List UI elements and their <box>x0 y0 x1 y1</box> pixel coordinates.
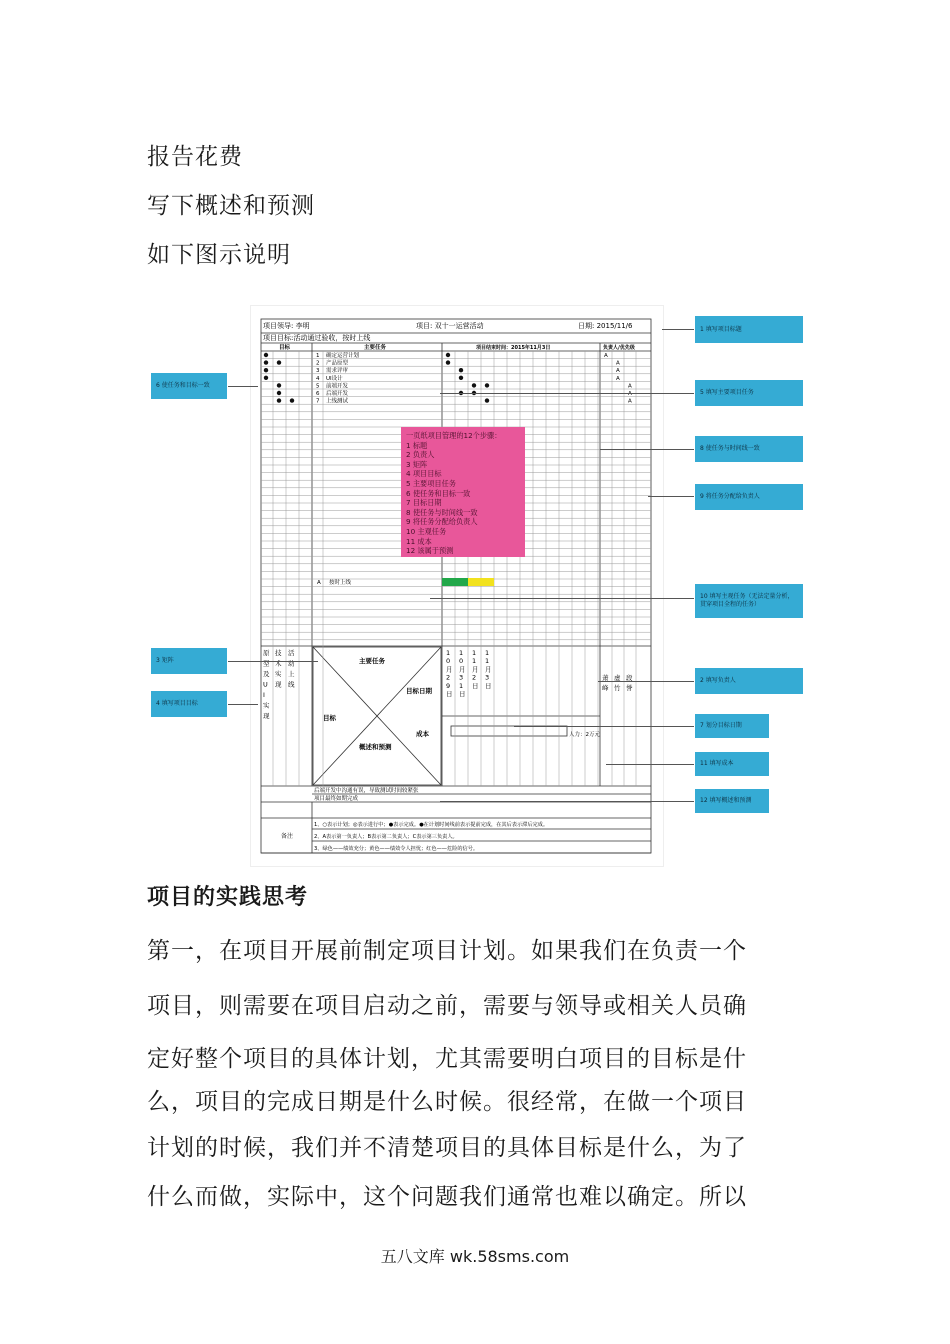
quad-tasks: 主要任务 <box>359 657 385 665</box>
owner-name: 竹 <box>614 684 621 692</box>
timeline-dot <box>446 353 450 357</box>
owner-name: 峰 <box>602 684 609 692</box>
target-date: 1 <box>459 681 464 690</box>
target-date: 月 <box>485 665 492 674</box>
paragraph-line-3: 定好整个项目的具体计划，尤其需要明白项目的目标是什 <box>147 1046 747 1072</box>
goal-text-3: 线 <box>288 680 295 689</box>
callout-arrow-12 <box>440 801 694 802</box>
goal-text-1: 原 <box>263 649 270 657</box>
callout-arrow-1 <box>662 329 694 330</box>
callout-arrow-2 <box>598 681 694 682</box>
target-date: 9 <box>446 681 451 690</box>
header-leader: 项目领导: 李明 <box>263 322 310 330</box>
timeline-dot <box>485 383 489 387</box>
goal-text-1: 实 <box>263 701 270 710</box>
callout-7: 7 划分目标日期 <box>695 714 769 738</box>
task-name: 产品原型 <box>326 360 349 367</box>
goal-text-1: U <box>263 680 268 689</box>
goal-text-2: 实 <box>275 670 282 678</box>
target-date: 1 <box>472 649 477 657</box>
notes-label: 备注 <box>281 833 294 840</box>
callout-arrow-3 <box>228 661 318 662</box>
target-date: 1 <box>472 657 477 666</box>
paragraph-line-4: 么，项目的完成日期是什么时候。很经常，在做一个项目 <box>147 1089 747 1115</box>
owner-name: 萧 <box>602 674 609 682</box>
subjective-label: 按时上线 <box>329 580 352 586</box>
target-date: 2 <box>446 673 451 682</box>
sticky-step: 12 该属于预测 <box>406 546 454 556</box>
col-tasks: 主要任务 <box>364 345 387 351</box>
task-name: 后端开发 <box>326 391 349 397</box>
sticky-step: 5 主要项目任务 <box>406 478 456 488</box>
target-date: 2 <box>472 673 477 682</box>
owner-name: 虚 <box>614 674 621 682</box>
task-number: 1 <box>316 353 320 359</box>
notes-line-2: 2、A表示第一负责人；B表示第二负责人；C表示第三负责人。 <box>314 834 458 840</box>
target-date: 月 <box>472 665 479 674</box>
goal-dot <box>264 360 268 364</box>
owner-mark: A <box>628 398 632 405</box>
goal-dot <box>264 376 268 380</box>
col-end: 项目结束时间：2015年11月3日 <box>476 345 551 351</box>
header-date: 日期: 2015/11/6 <box>578 322 633 330</box>
callout-arrow-4 <box>228 704 258 705</box>
owner-mark: A <box>616 360 620 367</box>
callout-arrow-9 <box>648 496 694 497</box>
goal-text-3: 动 <box>288 659 295 668</box>
callout-arrow-11 <box>606 764 694 765</box>
owner-mark: A <box>628 383 632 390</box>
goal-text-2: 术 <box>275 659 282 668</box>
goal-dot <box>277 383 281 387</box>
goal-dot <box>277 360 281 364</box>
goal-text-3: 活 <box>288 649 295 657</box>
callout-10: 10 填写主观任务（无法定量分析，贯穿项目全程的任务） <box>695 584 803 618</box>
sticky-title: 一页纸项目管理的12个步骤： <box>406 431 502 440</box>
target-date: 0 <box>459 657 464 666</box>
callout-9: 9 将任务分配给负责人 <box>695 484 803 510</box>
col-goal: 目标 <box>279 345 291 351</box>
intro-line-1: 报告花费 <box>147 144 243 170</box>
col-owner: 负责人/优先级 <box>603 345 635 351</box>
target-date: 日 <box>485 681 492 690</box>
task-number: 4 <box>316 375 320 382</box>
paragraph-line-6: 什么而做，实际中，这个问题我们通常也难以确定。所以 <box>147 1184 747 1210</box>
target-date: 1 <box>485 657 490 666</box>
callout-5: 5 填写主要项目任务 <box>695 380 803 406</box>
task-number: 7 <box>316 398 320 405</box>
status-yellow <box>468 578 494 586</box>
callout-4: 4 填写项目目标 <box>151 691 227 717</box>
callout-arrow-8 <box>600 449 694 450</box>
target-date: 1 <box>485 649 490 657</box>
quad-forecast: 概述和预测 <box>359 743 392 751</box>
goal-dot <box>290 398 294 402</box>
goal-text-2: 现 <box>275 680 282 689</box>
callout-6: 6 使任务和目标一致 <box>151 373 227 399</box>
subjective-mark: A <box>317 580 321 586</box>
status-green <box>442 578 468 586</box>
callout-12: 12 填写概述和预测 <box>695 789 769 813</box>
owner-mark: A <box>616 368 620 375</box>
intro-line-2: 写下概述和预测 <box>147 193 315 219</box>
callout-11: 11 填写成本 <box>695 752 769 776</box>
paragraph-line-1: 第一，在项目开展前制定项目计划。如果我们在负责一个 <box>147 938 747 964</box>
cost-value: 人力：2万元 <box>569 732 600 738</box>
callout-3: 3 矩阵 <box>151 648 227 674</box>
goal-text-3: 上 <box>288 670 295 678</box>
timeline-dot <box>485 398 489 402</box>
target-date: 日 <box>446 690 453 698</box>
target-date: 1 <box>446 649 451 657</box>
callout-arrow-7 <box>514 726 694 727</box>
goal-dot <box>277 398 281 402</box>
timeline-dot <box>459 368 463 372</box>
target-date: 0 <box>446 657 451 666</box>
header-goal: 项目目标:活动通过验收，按时上线 <box>263 334 371 342</box>
goal-dot <box>264 368 268 372</box>
summary-line-1: 后端开发中沟通有误，导致测试时间较紧张 <box>314 788 419 794</box>
goal-text-1: 及 <box>263 670 270 678</box>
goal-text-1: 现 <box>263 712 270 720</box>
target-date: 日 <box>459 690 466 698</box>
sticky-step: 9 将任务分配给负责人 <box>406 517 478 527</box>
goal-text-1: 型 <box>263 659 270 668</box>
owner-mark: A <box>604 353 608 359</box>
task-name: 上线测试 <box>326 398 349 405</box>
owner-mark: A <box>628 391 632 397</box>
project-table-grid <box>251 306 663 866</box>
sticky-step: 1 标题 <box>406 440 428 450</box>
sticky-step: 6 使任务和目标一致 <box>406 488 471 498</box>
target-date: 3 <box>485 673 490 682</box>
sticky-step: 2 负责人 <box>406 450 435 460</box>
task-number: 2 <box>316 360 320 367</box>
task-name: 确定运营计划 <box>326 353 360 359</box>
callout-arrow-6 <box>228 386 258 387</box>
intro-line-3: 如下图示说明 <box>147 242 291 268</box>
summary-line-2: 项目最终如期完成 <box>314 796 359 802</box>
target-date: 月 <box>459 665 466 674</box>
sticky-step: 3 矩阵 <box>406 459 428 469</box>
goal-text-2: 技 <box>275 649 282 657</box>
owner-name: 誉 <box>626 684 633 692</box>
quad-date: 目标日期 <box>406 687 432 695</box>
target-date: 1 <box>459 649 464 657</box>
target-date: 月 <box>446 665 453 674</box>
timeline-dot <box>459 376 463 380</box>
callout-arrow-10 <box>430 598 694 599</box>
task-number: 6 <box>316 391 320 397</box>
owner-mark: A <box>616 375 620 382</box>
sticky-step: 4 项目目标 <box>406 469 442 479</box>
quad-cost: 成本 <box>416 730 429 738</box>
timeline-dot <box>446 360 450 364</box>
sticky-step: 11 成本 <box>406 536 432 546</box>
steps-sticky-note <box>401 427 525 557</box>
task-name: 前端开发 <box>326 383 349 390</box>
sticky-step: 7 目标日期 <box>406 498 442 508</box>
callout-8: 8 使任务与时间线一致 <box>695 436 803 462</box>
project-table-figure <box>250 305 664 867</box>
notes-line-1: 1、○表示计划；◎表示进行中；●表示完成。●在计划时间线前表示提前完成，在其后表示滞后完成。 <box>314 822 549 828</box>
timeline-dot <box>472 383 476 387</box>
section-heading: 项目的实践思考 <box>147 885 309 910</box>
task-number: 5 <box>316 383 320 390</box>
goal-dot <box>277 391 281 395</box>
task-name: 需求评审 <box>326 368 349 375</box>
header-project: 项目: 双十一运营活动 <box>416 322 484 330</box>
callout-2: 2 填写负责人 <box>695 668 803 694</box>
quad-goal: 目标 <box>323 714 336 722</box>
paragraph-line-2: 项目，则需要在项目启动之前，需要与领导或相关人员确 <box>147 993 747 1019</box>
callout-arrow-5 <box>440 393 694 394</box>
notes-line-3: 3、绿色——绩效充分；黄色——绩效令人担忧；红色——危险的信号。 <box>314 846 479 852</box>
sticky-step: 10 主观任务 <box>406 526 447 536</box>
target-date: 3 <box>459 673 464 682</box>
goal-dot <box>264 353 268 357</box>
owner-name: 段 <box>626 674 633 682</box>
paragraph-line-5: 计划的时候，我们并不清楚项目的具体目标是什么，为了 <box>147 1135 747 1161</box>
task-name: UI设计 <box>326 375 343 382</box>
goal-text-1: I <box>263 691 265 699</box>
sticky-step: 8 使任务与时间线一致 <box>406 507 478 517</box>
target-date: 日 <box>472 681 479 690</box>
footer-watermark: 五八文库 wk.58sms.com <box>380 1247 570 1266</box>
task-number: 3 <box>316 368 320 375</box>
callout-1: 1 填写项目标题 <box>695 316 803 343</box>
